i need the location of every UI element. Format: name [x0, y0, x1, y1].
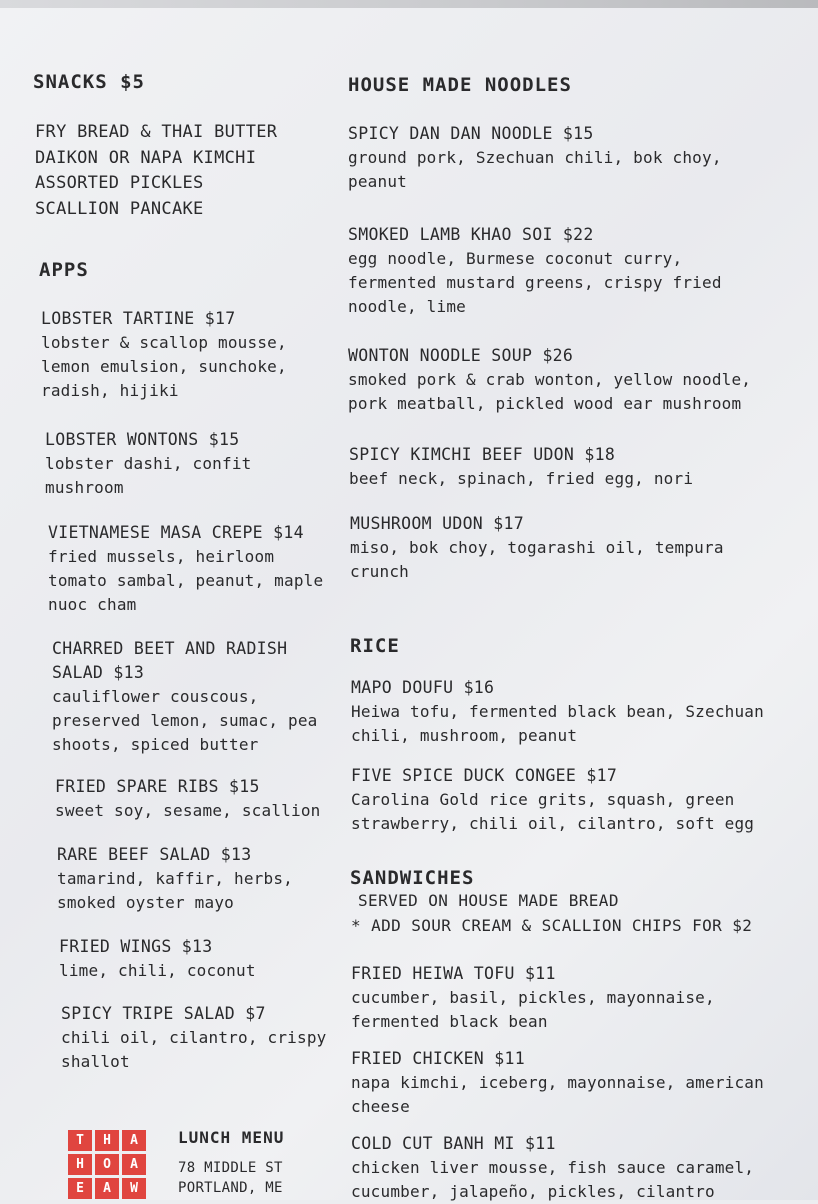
dish-name: FRIED SPARE RIBS $15 — [55, 777, 260, 796]
dish-name: CHARRED BEET AND RADISH SALAD $13 — [52, 639, 288, 682]
dish-spicy-dan-dan — [348, 122, 778, 194]
dish-description: lobster dashi, confit mushroom — [45, 454, 252, 497]
dish-name: VIETNAMESE MASA CREPE $14 — [48, 523, 304, 542]
sandwiches-addon-note: * ADD SOUR CREAM & SCALLION CHIPS FOR $2 — [351, 916, 753, 935]
dish-description: miso, bok choy, togarashi oil, tempura crunch — [350, 538, 724, 581]
dish-spicy-tripe-salad — [61, 1002, 371, 1074]
list-item: SCALLION PANCAKE — [35, 198, 204, 219]
dish-name: RARE BEEF SALAD $13 — [57, 845, 252, 864]
dish-description: napa kimchi, iceberg, mayonnaise, american cheese — [351, 1073, 764, 1116]
dish-wonton-noodle-soup — [348, 344, 778, 416]
apps-title: APPS — [39, 259, 89, 281]
dish-description: Carolina Gold rice grits, squash, green strawberry, chili oil, cilantro, soft egg — [351, 790, 755, 833]
dish-description: chili oil, cilantro, crispy shallot — [61, 1028, 327, 1071]
list-item: DAIKON OR NAPA KIMCHI — [35, 147, 257, 168]
dish-description: beef neck, spinach, fried egg, nori — [349, 469, 694, 488]
dish-cold-cut-banh-mi — [351, 1132, 781, 1204]
snacks-title: SNACKS $5 — [33, 71, 145, 93]
dish-name: FRIED HEIWA TOFU $11 — [351, 964, 556, 983]
dish-name: WONTON NOODLE SOUP $26 — [348, 346, 574, 365]
logo-letter: E — [68, 1178, 92, 1199]
dish-name: FRIED WINGS $13 — [59, 937, 213, 956]
sandwiches-title: SANDWICHES — [350, 867, 475, 889]
dish-description: ground pork, Szechuan chili, bok choy, peanut — [348, 148, 722, 191]
sandwiches-note: SERVED ON HOUSE MADE BREAD — [358, 891, 619, 910]
dish-smoked-lamb-khao-soi — [348, 223, 778, 319]
rice-title: RICE — [350, 635, 400, 657]
dish-description: fried mussels, heirloom tomato sambal, peanut, maple nuoc cham — [48, 547, 324, 614]
dish-mapo-doufu — [351, 676, 781, 748]
dish-rare-beef-salad — [57, 843, 367, 915]
snacks-list — [35, 120, 277, 222]
dish-description: egg noodle, Burmese coconut curry, fermented mustard greens, crispy fried noodle, lime — [348, 249, 722, 316]
dish-name: FRIED CHICKEN $11 — [351, 1049, 525, 1068]
logo-letter: A — [122, 1130, 146, 1151]
dish-name: FIVE SPICE DUCK CONGEE $17 — [351, 766, 618, 785]
dish-name: SPICY TRIPE SALAD $7 — [61, 1004, 266, 1023]
dish-vietnamese-masa-crepe — [48, 521, 358, 617]
noodles-title: HOUSE MADE NOODLES — [348, 74, 572, 96]
address-line-1: 78 MIDDLE ST — [178, 1160, 283, 1176]
dish-lobster-wontons — [45, 428, 355, 500]
dish-description: sweet soy, sesame, scallion — [55, 801, 321, 820]
dish-description: chicken liver mousse, fish sauce caramel, cucumber, jalapeño, pickles, cilantro — [351, 1158, 755, 1201]
dish-description: cauliflower couscous, preserved lemon, sumac, pea shoots, spiced butter — [52, 687, 318, 754]
dish-name: LOBSTER TARTINE $17 — [41, 309, 236, 328]
dish-spicy-kimchi-beef-udon — [349, 443, 779, 491]
dish-description: smoked pork & crab wonton, yellow noodle, pork meatball, pickled wood ear mushroom — [348, 370, 752, 413]
dish-description: lobster & scallop mousse, lemon emulsion, sunchoke, radish, hijiki — [41, 333, 287, 400]
logo-letter: H — [95, 1130, 119, 1151]
dish-five-spice-duck-congee — [351, 764, 781, 836]
dish-charred-beet-salad — [52, 637, 362, 757]
dish-description: tamarind, kaffir, herbs, smoked oyster mayo — [57, 869, 293, 912]
menu-type-label: LUNCH MENU — [178, 1128, 285, 1147]
dish-description: Heiwa tofu, fermented black bean, Szechuan chili, mushroom, peanut — [351, 702, 764, 745]
list-item: ASSORTED PICKLES — [35, 173, 204, 193]
logo-letter: T — [68, 1130, 92, 1151]
dish-name: SPICY DAN DAN NOODLE $15 — [348, 124, 594, 143]
address-line-2: PORTLAND, ME — [178, 1180, 283, 1196]
dish-name: SMOKED LAMB KHAO SOI $22 — [348, 225, 594, 244]
restaurant-logo — [68, 1130, 148, 1200]
list-item: FRY BREAD & THAI BUTTER — [35, 122, 278, 142]
dish-lobster-tartine — [41, 307, 351, 403]
dish-fried-wings — [59, 935, 369, 983]
dish-fried-spare-ribs — [55, 775, 365, 823]
dish-name: MUSHROOM UDON $17 — [350, 514, 524, 533]
dish-name: COLD CUT BANH MI $11 — [351, 1134, 556, 1153]
paper-top-edge — [0, 0, 818, 8]
logo-letter: A — [122, 1154, 146, 1175]
dish-fried-chicken — [351, 1047, 781, 1119]
dish-name: LOBSTER WONTONS $15 — [45, 430, 240, 449]
dish-description: lime, chili, coconut — [59, 961, 256, 980]
logo-letter: H — [68, 1154, 92, 1175]
dish-name: SPICY KIMCHI BEEF UDON $18 — [349, 445, 616, 464]
dish-mushroom-udon — [350, 512, 780, 584]
dish-name: MAPO DOUFU $16 — [351, 678, 495, 697]
logo-letter: O — [95, 1154, 119, 1175]
dish-description: cucumber, basil, pickles, mayonnaise, fermented black bean — [351, 988, 715, 1031]
dish-fried-heiwa-tofu — [351, 962, 781, 1034]
logo-letter: A — [95, 1178, 119, 1199]
logo-letter: W — [122, 1178, 146, 1199]
